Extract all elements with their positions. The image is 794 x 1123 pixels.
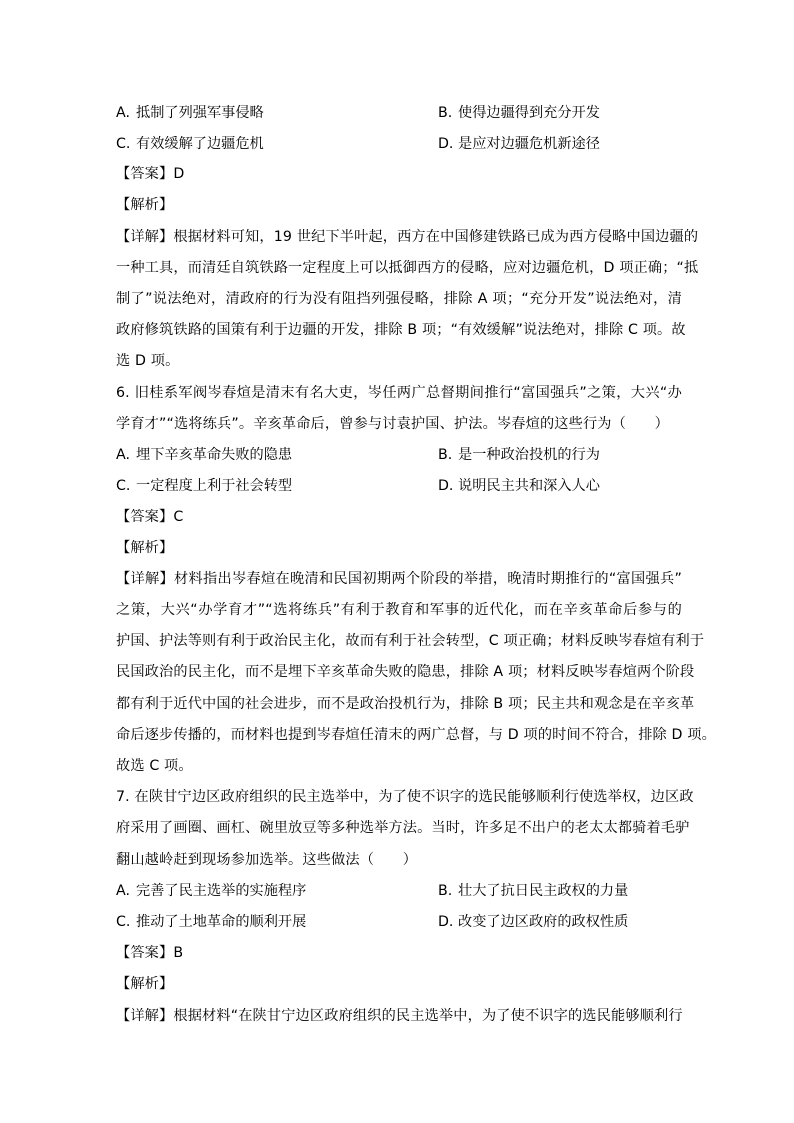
q5-option-d[interactable]: D. 是应对边疆危机新途径	[438, 136, 600, 152]
q6-detail-line: 护国、护法等则有利于政治民主化，故而有利于社会转型，C 项正确；材料反映岑春煊有利于	[116, 633, 705, 649]
q7-detail-line: 【详解】根据材料“在陕甘宁边区政府组织的民主选举中，为了使不识字的选民能够顺利行	[116, 1008, 683, 1024]
q7-analysis-label: 【解析】	[116, 976, 174, 992]
q7-option-a[interactable]: A. 完善了民主选举的实施程序	[116, 883, 307, 899]
q7-option-c[interactable]: C. 推动了土地革命的顺利开展	[116, 914, 307, 930]
q5-option-a[interactable]: A. 抵制了列强军事侵略	[116, 105, 264, 121]
q7-answer: 【答案】B	[116, 945, 184, 961]
q5-detail-line: 制了”说法绝对，清政府的行为没有阻挡列强侵略，排除 A 项；“充分开发”说法绝对，清	[116, 291, 682, 307]
q6-stem-line: 6. 旧桂系军阀岑春煊是清末有名大吏，岑任两广总督期间推行“富国强兵”之策，大兴“办	[116, 385, 682, 401]
q6-detail-line: 都有利于近代中国的社会进步，而不是政治投机行为，排除 B 项；民主共和观念是在辛亥革	[116, 696, 695, 712]
q5-detail-line: 【详解】根据材料可知，19 世纪下半叶起，西方在中国修建铁路已成为西方侵略中国边疆的	[116, 229, 699, 245]
q7-option-b[interactable]: B. 壮大了抗日民主政权的力量	[438, 883, 629, 899]
q7-stem-line: 翻山越岭赶到现场参加选举。这些做法（ ）	[116, 852, 418, 868]
q5-detail-line: 政府修筑铁路的国策有利于边疆的开发，排除 B 项；“有效缓解”说法绝对，排除 C 项。故	[116, 322, 686, 338]
q7-stem-line: 7. 在陕甘宁边区政府组织的民主选举中，为了使不识字的选民能够顺利行使选举权，边区政	[116, 789, 694, 805]
q6-option-b[interactable]: B. 是一种政治投机的行为	[438, 447, 600, 463]
q6-stem-line: 学育才”“选将练兵”。辛亥革命后，曾参与讨袁护国、护法。岑春煊的这些行为（ ）	[116, 416, 669, 432]
q7-stem-line: 府采用了画圈、画杠、碗里放豆等多种选举方法。当时，许多足不出户的老太太都骑着毛驴	[116, 820, 690, 836]
q7-option-d[interactable]: D. 改变了边区政府的政权性质	[438, 914, 629, 930]
q6-detail-line: 故选 C 项。	[116, 758, 193, 774]
q6-detail-line: 民国政治的民主化，而不是埋下辛亥革命失败的隐患，排除 A 项；材料反映岑春煊两个阶段	[116, 664, 695, 680]
q6-detail-line: 之策，大兴“办学育才”“选将练兵”有利于教育和军事的近代化，而在辛亥革命后参与的	[116, 602, 682, 618]
q5-option-b[interactable]: B. 使得边疆得到充分开发	[438, 105, 600, 121]
q5-detail-line: 选 D 项。	[116, 353, 180, 369]
q5-detail-line: 一种工具，而清廷自筑铁路一定程度上可以抵御西方的侵略，应对边疆危机，D 项正确；“抵	[116, 260, 699, 276]
q6-option-c[interactable]: C. 一定程度上利于社会转型	[116, 478, 293, 494]
q6-option-d[interactable]: D. 说明民主共和深入人心	[438, 478, 600, 494]
q6-answer: 【答案】C	[116, 509, 184, 525]
q5-analysis-label: 【解析】	[116, 197, 174, 213]
q5-answer: 【答案】D	[116, 166, 185, 182]
q5-option-c[interactable]: C. 有效缓解了边疆危机	[116, 136, 264, 152]
q6-detail-line: 【详解】材料指出岑春煊在晚清和民国初期两个阶段的举措，晚清时期推行的“富国强兵”	[116, 571, 682, 587]
q6-option-a[interactable]: A. 埋下辛亥革命失败的隐患	[116, 447, 293, 463]
q6-detail-line: 命后逐步传播的，而材料也提到岑春煊任清末的两广总督，与 D 项的时间不符合，排除 D 项。	[116, 727, 716, 743]
q6-analysis-label: 【解析】	[116, 540, 174, 556]
